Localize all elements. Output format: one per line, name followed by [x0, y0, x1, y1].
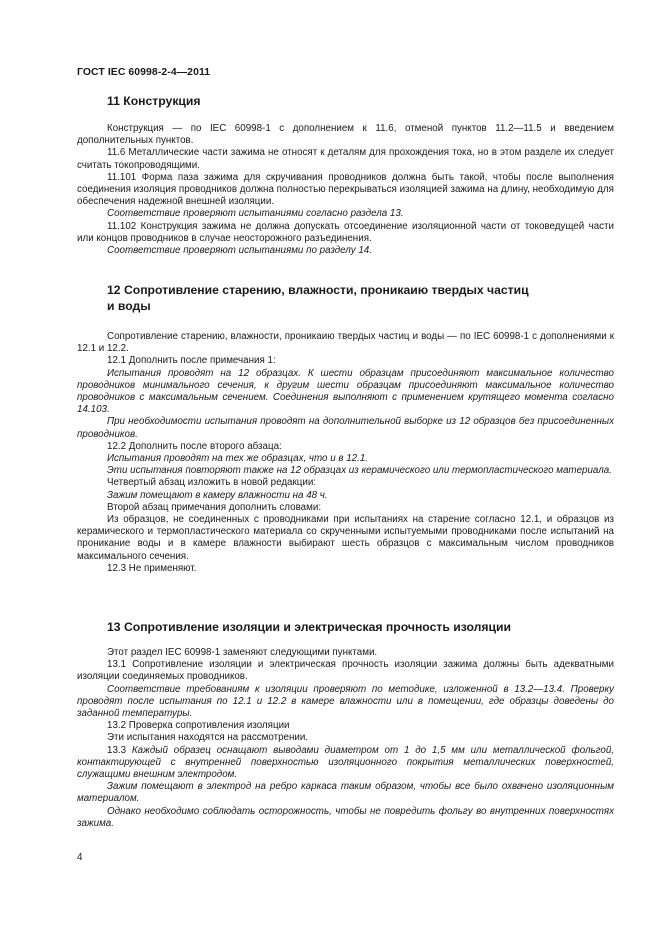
- section-13-body: [77, 647, 614, 830]
- section-12-title-line-1: 12 Сопротивление старению, влажности, проникаию твердых частиц: [107, 283, 529, 297]
- paragraph: Этот раздел IEC 60998-1 заменяют следующими пунктами.: [107, 647, 378, 658]
- paragraph-italic: Зажим помещают в камеру влажности на 48 ч.: [107, 489, 328, 501]
- section-13-title: 13 Сопротивление изоляции и электрическая прочность изоляции: [107, 620, 511, 634]
- paragraph-italic: Соответствие требованиям к изоляции проверяют по методике, изложенной в 13.2—13.4. Проверку проводят после испытания по 12.1 и 12.2 в камере влажности или в помещении, где образцы доведены до заданной температуры.: [77, 683, 614, 720]
- paragraph: Четвертый абзац изложить в новой редакции:: [107, 477, 317, 489]
- paragraph: Сопротивление старению, влажности, проникаию твердых частиц и воды — по IEC 60998-1 с дополнениями к 12.1 и 12.2.: [77, 331, 614, 355]
- document-header: ГОСТ IEC 60998-2-4—2011: [77, 67, 211, 78]
- paragraph: 11.101 Форма паза зажима для скручивания проводников должна быть такой, чтобы после выполнения соединения изоляция проводников должна полностью перекрываться изоляцией зажима на длину, необходимую для обеспечения надежной внешней изоляции.: [77, 171, 614, 208]
- paragraph: 13.2 Проверка сопротивления изоляции: [107, 720, 290, 732]
- section-11: [77, 93, 614, 109]
- paragraph: Второй абзац примечания дополнить словами:: [107, 501, 322, 513]
- section-12-title-line-2: и воды: [107, 299, 151, 313]
- paragraph-italic: Однако необходимо соблюдать осторожность, чтобы не повредить фольгу во внутренних поверхностях зажима.: [77, 805, 614, 829]
- page-number: 4: [77, 852, 83, 863]
- clause-number: 13.3: [107, 744, 132, 756]
- paragraph: 12.2 Дополнить после второго абзаца:: [107, 440, 282, 452]
- paragraph: Эти испытания находятся на рассмотрении.: [107, 732, 309, 744]
- paragraph: 13.1 Сопротивление изоляции и электрическая прочность изоляции зажима должны быть адекватными изоляции соединяемых проводников.: [77, 659, 614, 683]
- paragraph-italic: Зажим помещают в электрод на ребро каркаса таким образом, чтобы все было охвачено изоляционным материалом.: [77, 781, 614, 805]
- paragraph: 12.3 Не применяют.: [107, 562, 197, 574]
- section-13: [77, 619, 614, 635]
- paragraph: 11.6 Металлические части зажима не относят к деталям для прохождения тока, но в этом разделе их следует считать токопроводящими.: [77, 147, 614, 171]
- paragraph-italic: Эти испытания повторяют также на 12 образцах из керамического или термопластического материала.: [107, 465, 612, 477]
- paragraph-italic: Испытания проводят на 12 образцах. К шести образцам присоединяют максимальное количество проводников минимального сечения, к другим шести образцам присоединяют максимальное количество проводников с максимальным сечением. Соединения выполняют с применением крутящего момента согласно 14.103.: [77, 367, 614, 416]
- paragraph-italic: При необходимости испытания проводят на дополнительной выборке из 12 образцов без присоединенных проводников.: [77, 416, 614, 440]
- section-11-body: [77, 123, 614, 257]
- paragraph: Из образцов, не соединенных с проводниками при испытаниях на старение согласно 12.1, и образцов из керамического и термопластического материала со скрученными испытуемыми проводниками после испытаний на проникание воды и в камере влажности выбирают шесть образцов с максимальным числом проводников максимального сечения.: [77, 514, 614, 562]
- paragraph: Конструкция — по IEC 60998-1 с дополнением к 11.6, отменой пунктов 11.2—11.5 и введением дополнительных пунктов.: [77, 123, 614, 147]
- section-11-title: 11 Конструкция: [107, 94, 201, 108]
- section-12: [77, 282, 614, 314]
- paragraph: [77, 745, 614, 782]
- paragraph-italic: Испытания проводят на тех же образцах, что и в 12.1.: [107, 453, 369, 465]
- paragraph-italic: Соответствие проверяют испытаниями по разделу 14.: [107, 245, 372, 257]
- clause-text-italic: Каждый образец оснащают выводами диаметром от 1 до 1,5 мм или металлической фольгой, контактирующей с внутренней поверхностью изоляционного покрытия металлических поверхностей, служащими внешним электродом.: [77, 744, 614, 781]
- paragraph: 12.1 Дополнить после примечания 1:: [107, 355, 276, 367]
- paragraph-italic: Соответствие проверяют испытаниями согласно раздела 13.: [107, 208, 404, 220]
- section-12-body: [77, 331, 614, 575]
- paragraph: 11.102 Конструкция зажима не должна допускать отсоединение изоляционной части от токоведущей части или концов проводников в случае неосторожного разъединения.: [77, 220, 614, 244]
